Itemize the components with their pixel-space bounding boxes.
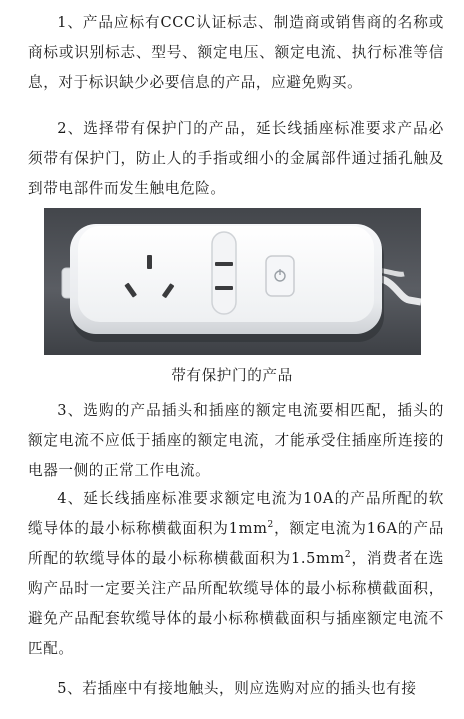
paragraph-4 xyxy=(28,484,444,664)
power-strip-illustration xyxy=(44,208,421,355)
power-switch xyxy=(266,256,294,296)
two-pin-socket xyxy=(212,232,236,314)
paragraph-4-part-a: 4、延长线插座标准要求额定电流为10A的产品所配的软缆导体的最小标称横截面积为1mm xyxy=(28,490,444,537)
paragraph-3: 3、选购的产品插头和插座的额定电流要相匹配，插头的额定电流不应低于插座的额定电流，才能承受住插座所连接的电器一侧的正常工作电流。 xyxy=(28,402,444,479)
power-strip-photo xyxy=(44,208,421,355)
figure-caption: 带有保护门的产品 xyxy=(171,367,293,384)
superscript-squared: 2 xyxy=(344,550,352,561)
superscript-squared: 2 xyxy=(267,520,274,531)
paragraph-4-part-b: ，额定电流为16A的产品所配的软缆导体的最小标称横截面积为1.5mm xyxy=(28,520,444,567)
paragraph-4-part-c: ，消费者在选购产品时一定要关注产品所配软缆导体的最小标称横截面积，避免产品配套软缆导体的最小标称横截面积与插座额定电流不匹配。 xyxy=(28,550,444,657)
paragraph-5: 5、若插座中有接地触头，则应选购对应的插头也有接 xyxy=(57,680,417,697)
paragraph-1: 1、产品应标有CCC认证标志、制造商或销售商的名称或商标或识别标志、型号、额定电压、额定电流、执行标准等信息，对于标识缺少必要信息的产品，应避免购买。 xyxy=(28,14,444,91)
paragraph-2: 2、选择带有保护门的产品，延长线插座标准要求产品必须带有保护门，防止人的手指或细小的金属部件通过插孔触及到带电部件而发生触电危险。 xyxy=(28,120,444,197)
